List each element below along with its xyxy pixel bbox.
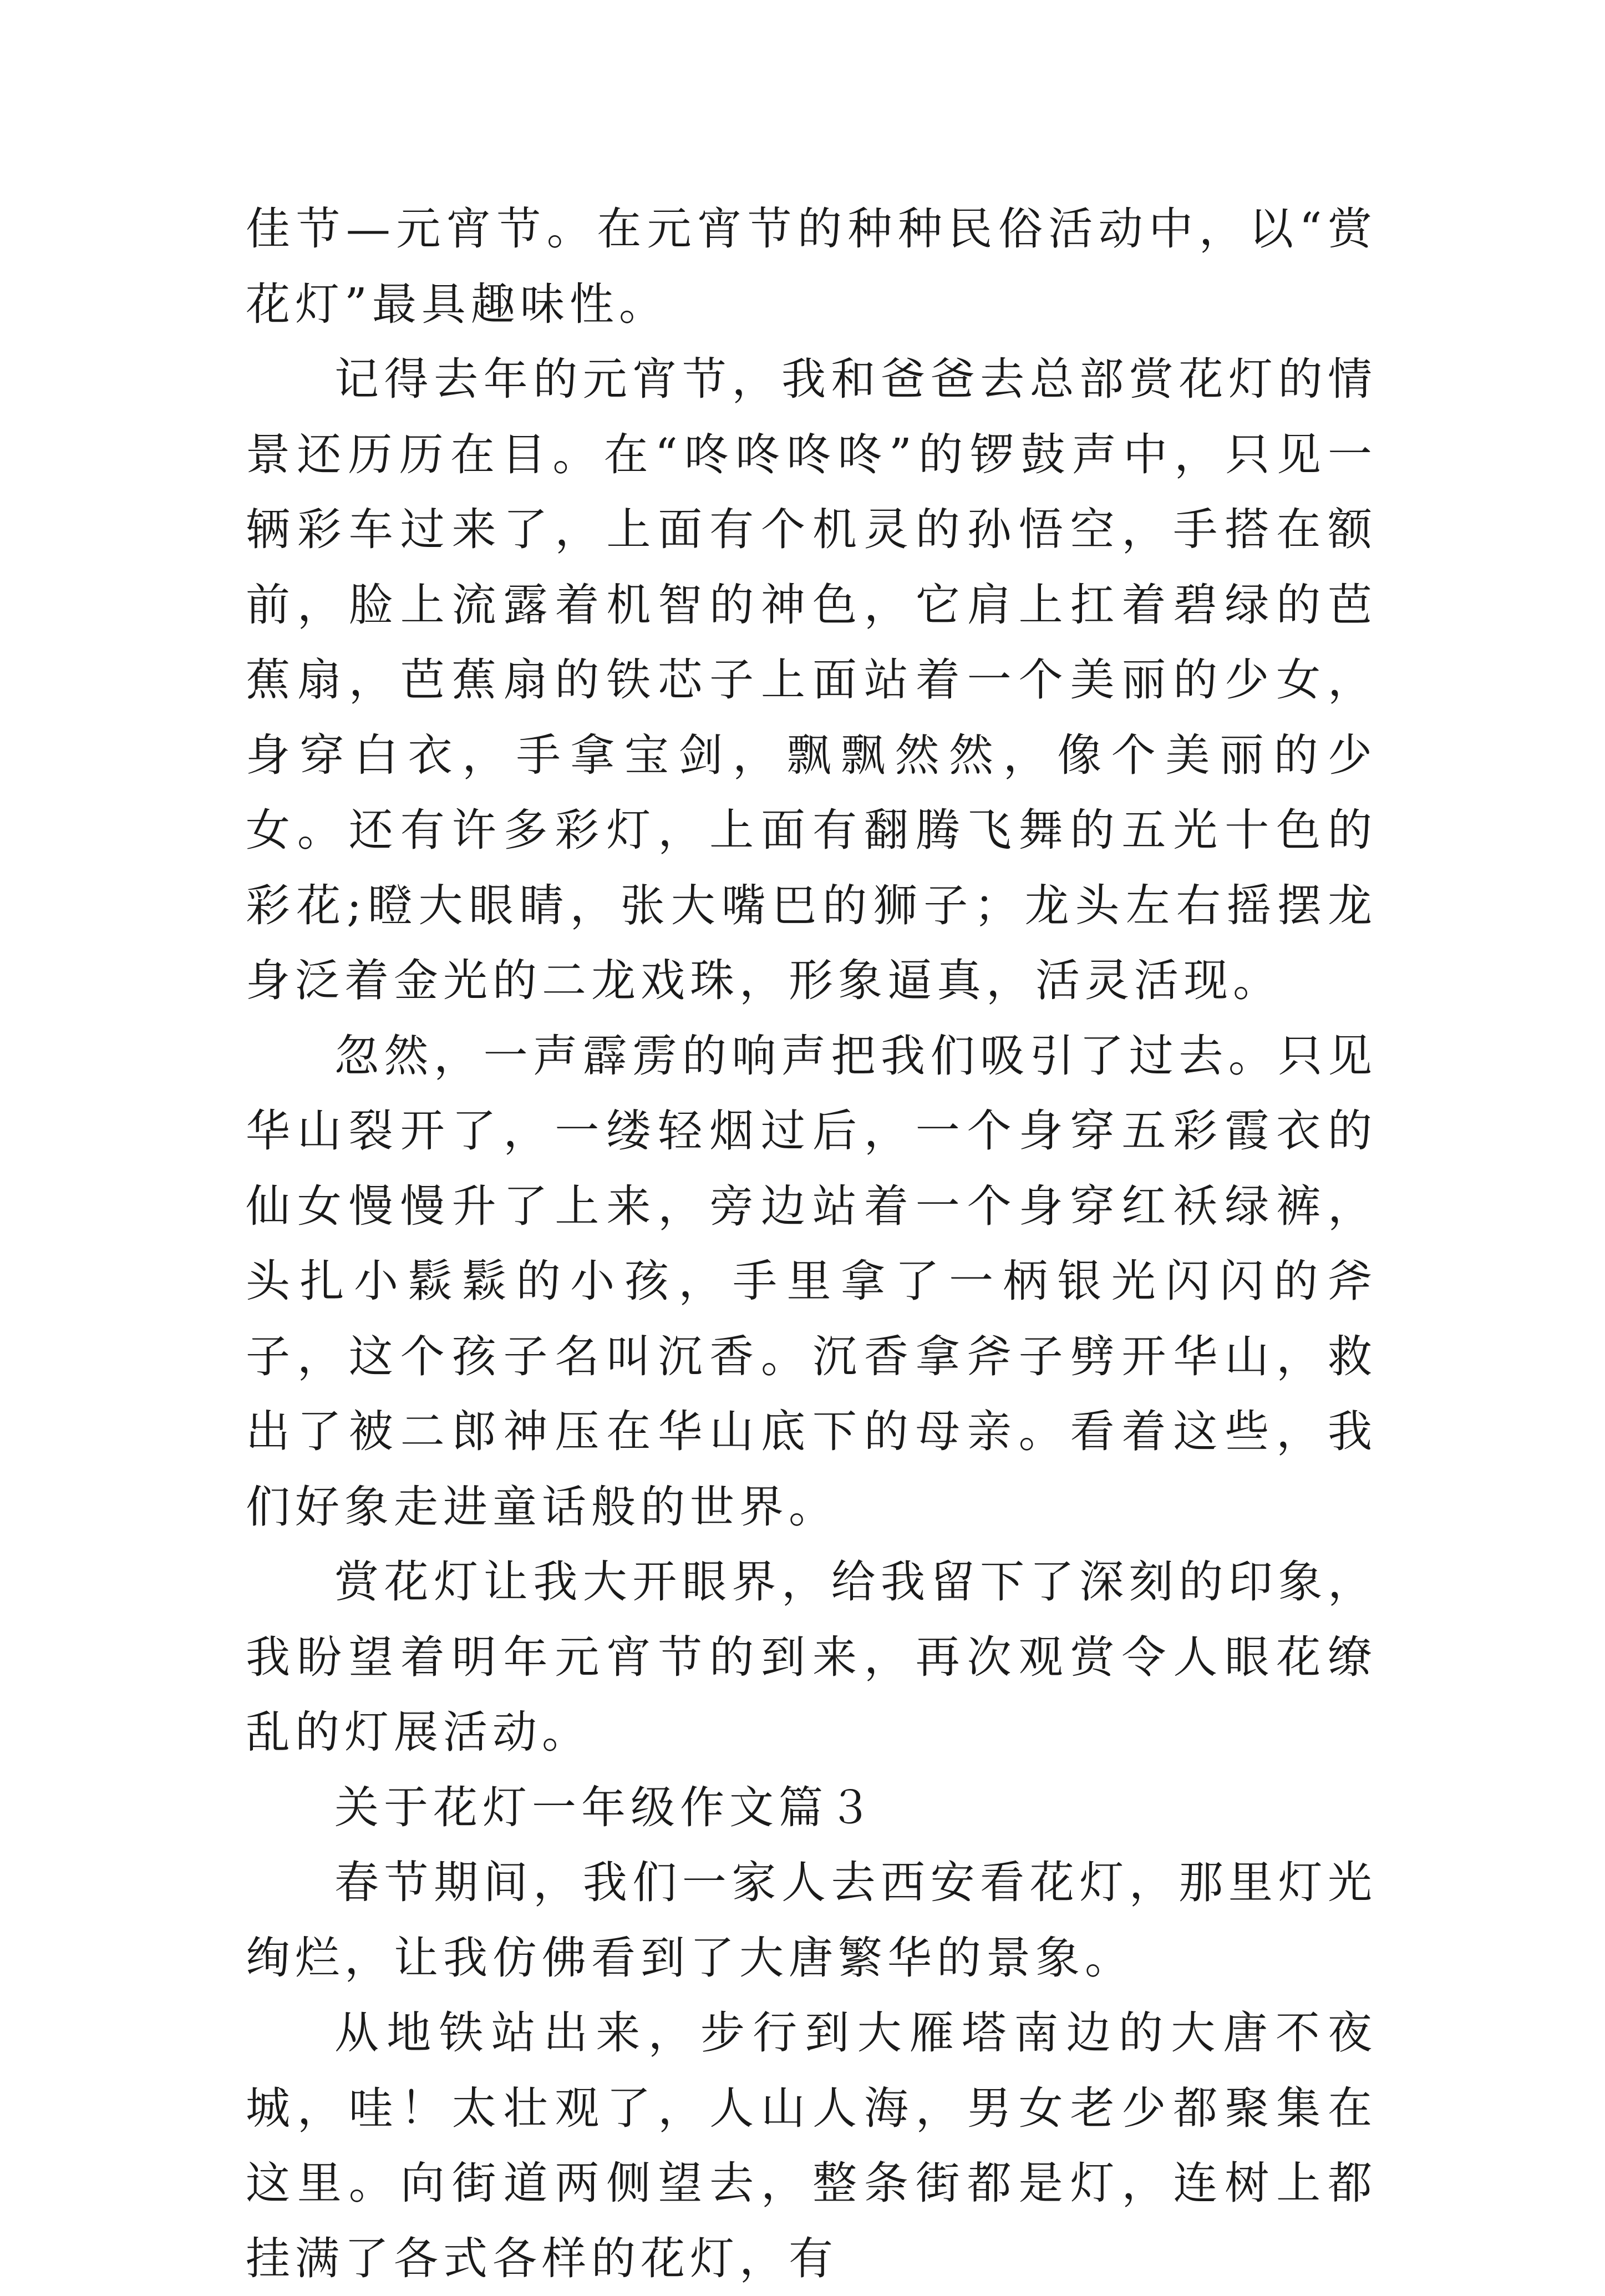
paragraph-6: 从地铁站出来，步行到大雁塔南边的大唐不夜城，哇！太壮观了，人山人海，男女老少都聚集在这里。向街道两侧望去，整条街都是灯，连树上都挂满了各式各样的花灯，有 xyxy=(246,2007,1377,2284)
paragraph-5: 春节期间，我们一家人去西安看花灯，那里灯光绚烂，让我仿佛看到了大唐繁华的景象。 xyxy=(246,1857,1377,1984)
paragraph-2: 记得去年的元宵节，我和爸爸去总部赏花灯的情景还历历在目。在“咚咚咚咚”的锣鼓声中，只见一辆彩车过来了，上面有个机灵的孙悟空，手搭在额前，脸上流露着机智的神色，它肩上扛着碧绿的芭蕉扇，芭蕉扇的铁芯子上面站着一个美丽的少女，身穿白衣，手拿宝剑，飘飘然然，像个美丽的少女。还有许多彩灯，上面有翻腾飞舞的五光十色的彩花;瞪大眼睛，张大嘴巴的狮子；龙头左右摇摆龙身泛着金光的二龙戏珠，形象逼真，活灵活现。 xyxy=(246,353,1377,1006)
paragraph-4: 赏花灯让我大开眼界，给我留下了深刻的印象，我盼望着明年元宵节的到来，再次观赏令人眼花缭乱的灯展活动。 xyxy=(246,1556,1377,1758)
paragraph-3: 忽然，一声霹雳的响声把我们吸引了过去。只见华山裂开了，一缕轻烟过后，一个身穿五彩霞衣的仙女慢慢升了上来，旁边站着一个身穿红袄绿裤，头扎小鬏鬏的小孩，手里拿了一柄银光闪闪的斧子，这个孩子名叫沉香。沉香拿斧子劈开华山，救出了被二郎神压在华山底下的母亲。看着这些，我们好象走进童话般的世界。 xyxy=(246,1030,1377,1533)
document-body xyxy=(246,191,1377,2296)
section-heading: 关于花灯一年级作文篇３ xyxy=(334,1781,877,1833)
paragraph-1: 佳节—元宵节。在元宵节的种种民俗活动中，以“赏花灯”最具趣味性。 xyxy=(246,203,1377,330)
